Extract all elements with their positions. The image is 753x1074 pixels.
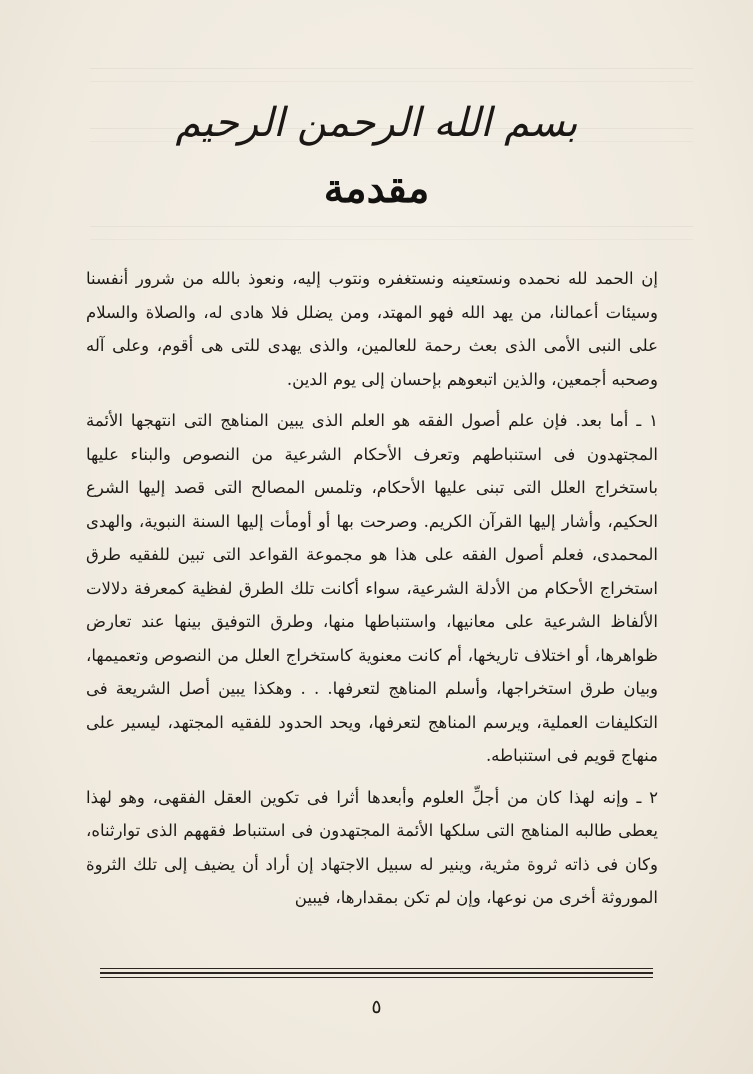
body-text [86, 262, 658, 915]
basmala-calligraphy: بسم الله الرحمن الرحيم [175, 100, 578, 146]
page-title: مقدمة [323, 165, 430, 212]
paragraph-2: ٢ ـ وإنه لهذا كان من أجلِّ العلوم وأبعدها أثرا فى تكوين العقل الفقهى، وهو لهذا يعطى طالبه المناهج التى سلكها الأئمة المجتهدون فى استنباط فقههم الذى توارثناه، وكان فى ذاته ثروة مثرية، وينير له سبيل الاجتهاد إن أراد أن يضيف إلى تلك الثروة الموروثة أخرى من نوعها، وإن لم تكن بمقدارها، فيبين [86, 787, 658, 907]
bleed-through-line [90, 226, 693, 240]
footer-rule [100, 968, 653, 988]
bleed-through-line [90, 68, 693, 82]
page-number: ٥ [371, 996, 382, 1018]
paragraph-opening: إن الحمد لله نحمده ونستعينه ونستغفره ونتوب إليه، ونعوذ بالله من شرور أنفسنا وسيئات أعمالنا، من يهد الله فهو المهتد، ومن يضلل فلا هادى له، والصلاة والسلام على النبى الأمى الذى بعث رحمة للعالمين، والذى يهدى للتى هى أقوم، وعلى آله وصحبه أجمعين، والذين اتبعوهم بإحسان إلى يوم الدين. [86, 269, 658, 389]
paragraph-1: ١ ـ أما بعد. فإن علم أصول الفقه هو العلم الذى يبين المناهج التى انتهجها الأئمة المجتهدون فى استنباطهم وتعرف الأحكام الشرعية من النصوص والبناء عليها باستخراج العلل التى تبنى عليها الأحكام، وتلمس المصالح التى قصد إليها الشرع الحكيم، وأشار إليها القرآن الكريم. وصرحت بها أو أومأت إليها السنة النبوية، والهدى المحمدى، فعلم أصول الفقه على هذا هو مجموعة القواعد التى تبين للفقيه طرق استخراج الأحكام من الأدلة الشرعية، سواء أكانت تلك الطرق لفظية كمعرفة دلالات الألفاظ الشرعية على معانيها، واستنباطها منها، وطرق التوفيق بينها عند تعارض ظواهرها، أو اختلاف تاريخها، أم كانت معنوية كاستخراج العلل من النصوص وتعميمها، وبيان طرق استخراجها، وأسلم المناهج لتعرفها. . . وهكذا يبين أصل الشريعة فى التكليفات العملية، ويرسم المناهج لتعرفها، ويحد الحدود للفقيه المجتهد، ليسير على منهاج قويم فى استنباطه. [86, 411, 658, 765]
